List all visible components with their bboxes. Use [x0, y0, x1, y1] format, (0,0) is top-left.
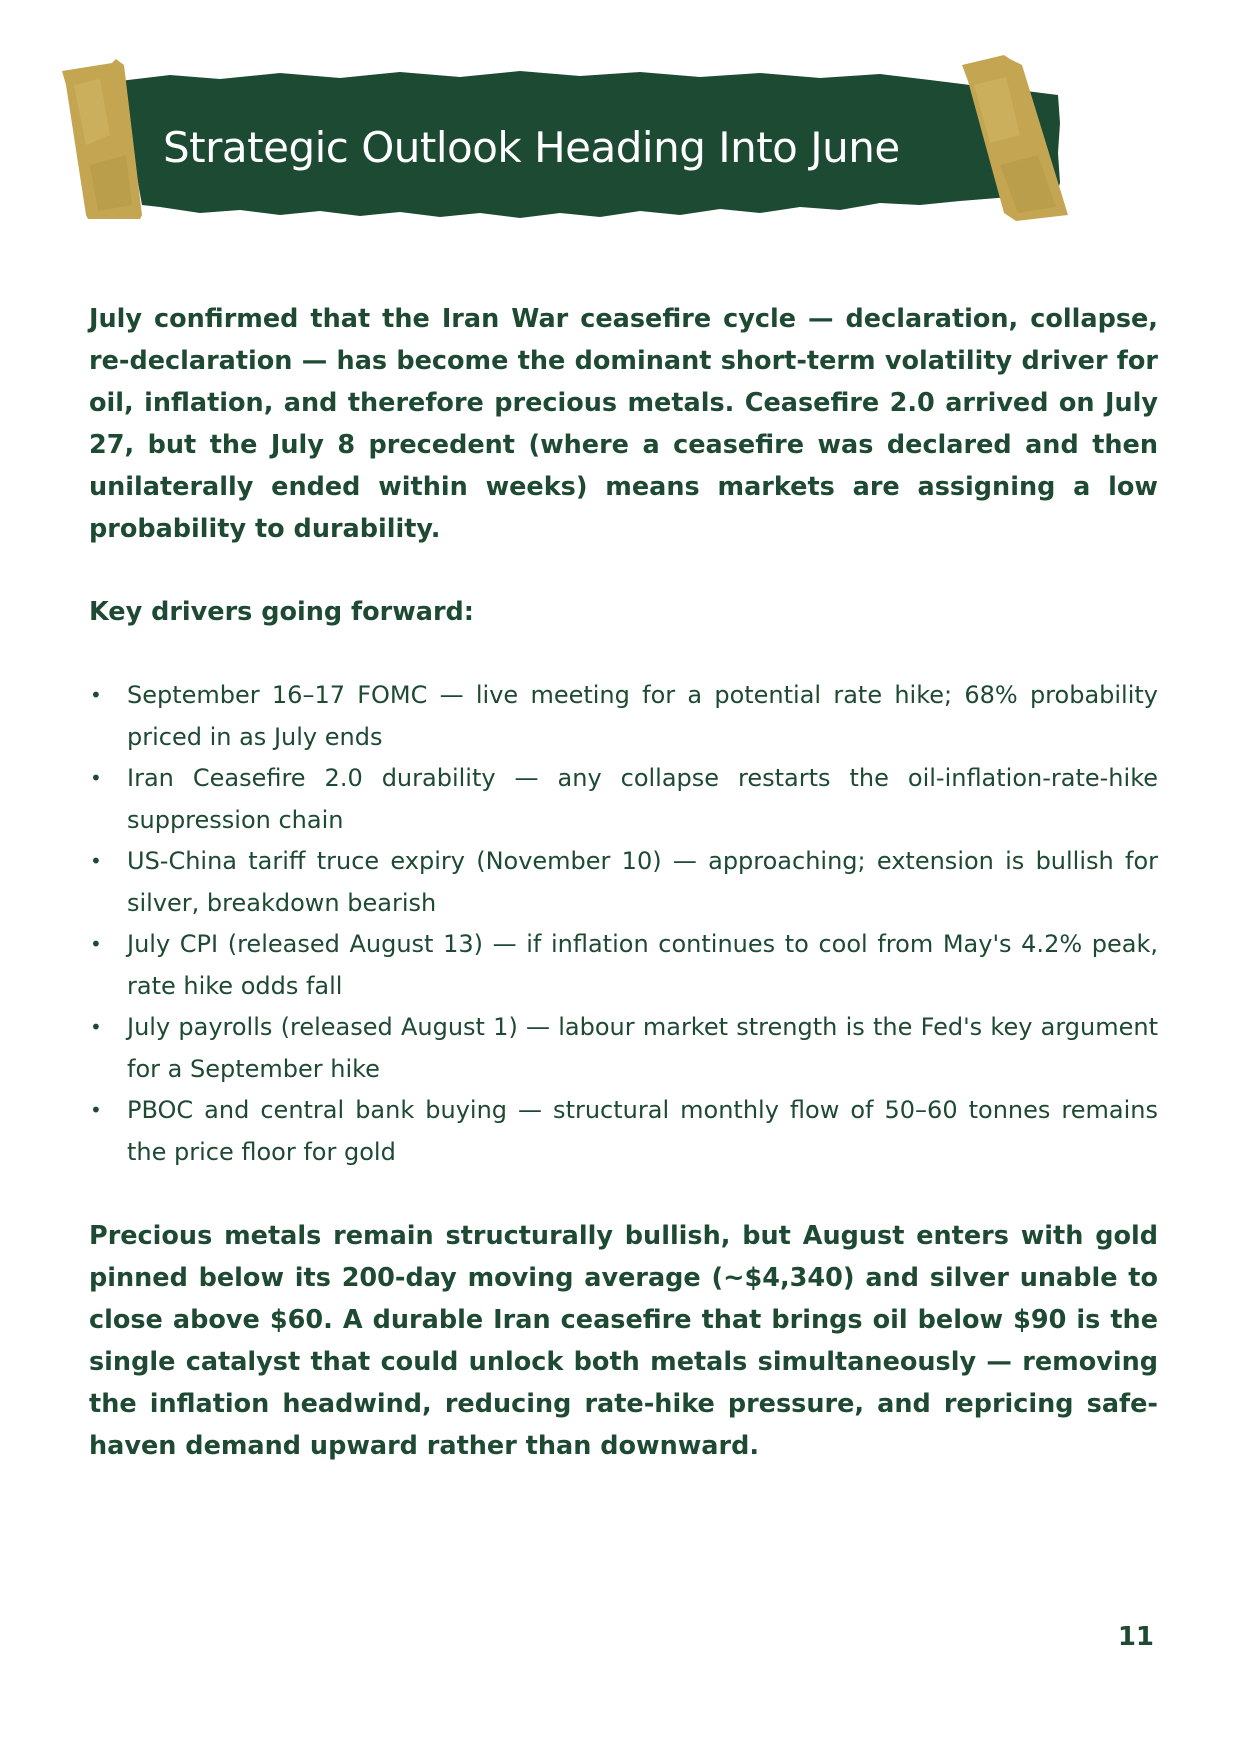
bullet-icon: •: [90, 766, 102, 790]
section-banner: [60, 55, 1080, 255]
intro-paragraph: July confirmed that the Iran War ceasefire cycle — declaration, collapse, re-declaration — has become the dominant short-term volatility driver for oil, inflation, and therefore precious metals. Ceasefire 2.0 arrived on July 27, but the July 8 precedent (where a ceasefire was declared and then unilaterally ended within weeks) means markets are assigning a low probability to durability.: [89, 304, 1158, 544]
closing-paragraph: Precious metals remain structurally bullish, but August enters with gold pinned below its 200-day moving average (~$4,340) and silver unable to close above $60. A durable Iran ceasefire that brings oil below $90 is the single catalyst that could unlock both metals simultaneously — removing the inflation headwind, reducing rate-hike pressure, and repricing safe-haven demand upward rather than downward.: [89, 1221, 1158, 1461]
bullet-icon: •: [90, 683, 102, 707]
key-drivers-list: [89, 675, 1158, 1173]
list-item-text: PBOC and central bank buying — structural monthly flow of 50–60 tonnes remains the price floor for gold: [127, 1096, 1158, 1166]
list-item: [89, 758, 1158, 841]
list-item-text: September 16–17 FOMC — live meeting for a potential rate hike; 68% probability priced in as July ends: [127, 681, 1158, 751]
main-content: [89, 298, 1158, 1467]
list-item: [89, 924, 1158, 1007]
page-number: 11: [1117, 1622, 1154, 1652]
list-item: [89, 1090, 1158, 1173]
list-item: [89, 841, 1158, 924]
key-drivers-heading: Key drivers going forward:: [89, 597, 475, 627]
list-item-text: Iran Ceasefire 2.0 durability — any collapse restarts the oil-inflation-rate-hike suppression chain: [127, 764, 1158, 834]
list-item-text: July payrolls (released August 1) — labour market strength is the Fed's key argument for a September hike: [127, 1013, 1158, 1083]
bullet-icon: •: [90, 1098, 102, 1122]
list-item: [89, 675, 1158, 758]
bullet-icon: •: [90, 1015, 102, 1039]
list-item-text: US-China tariff truce expiry (November 10) — approaching; extension is bullish for silver, breakdown bearish: [127, 847, 1158, 917]
page-title: Strategic Outlook Heading Into June: [163, 123, 900, 172]
list-item: [89, 1007, 1158, 1090]
list-item-text: July CPI (released August 13) — if inflation continues to cool from May's 4.2% peak, rate hike odds fall: [127, 930, 1158, 1000]
bullet-icon: •: [90, 932, 102, 956]
bullet-icon: •: [90, 849, 102, 873]
